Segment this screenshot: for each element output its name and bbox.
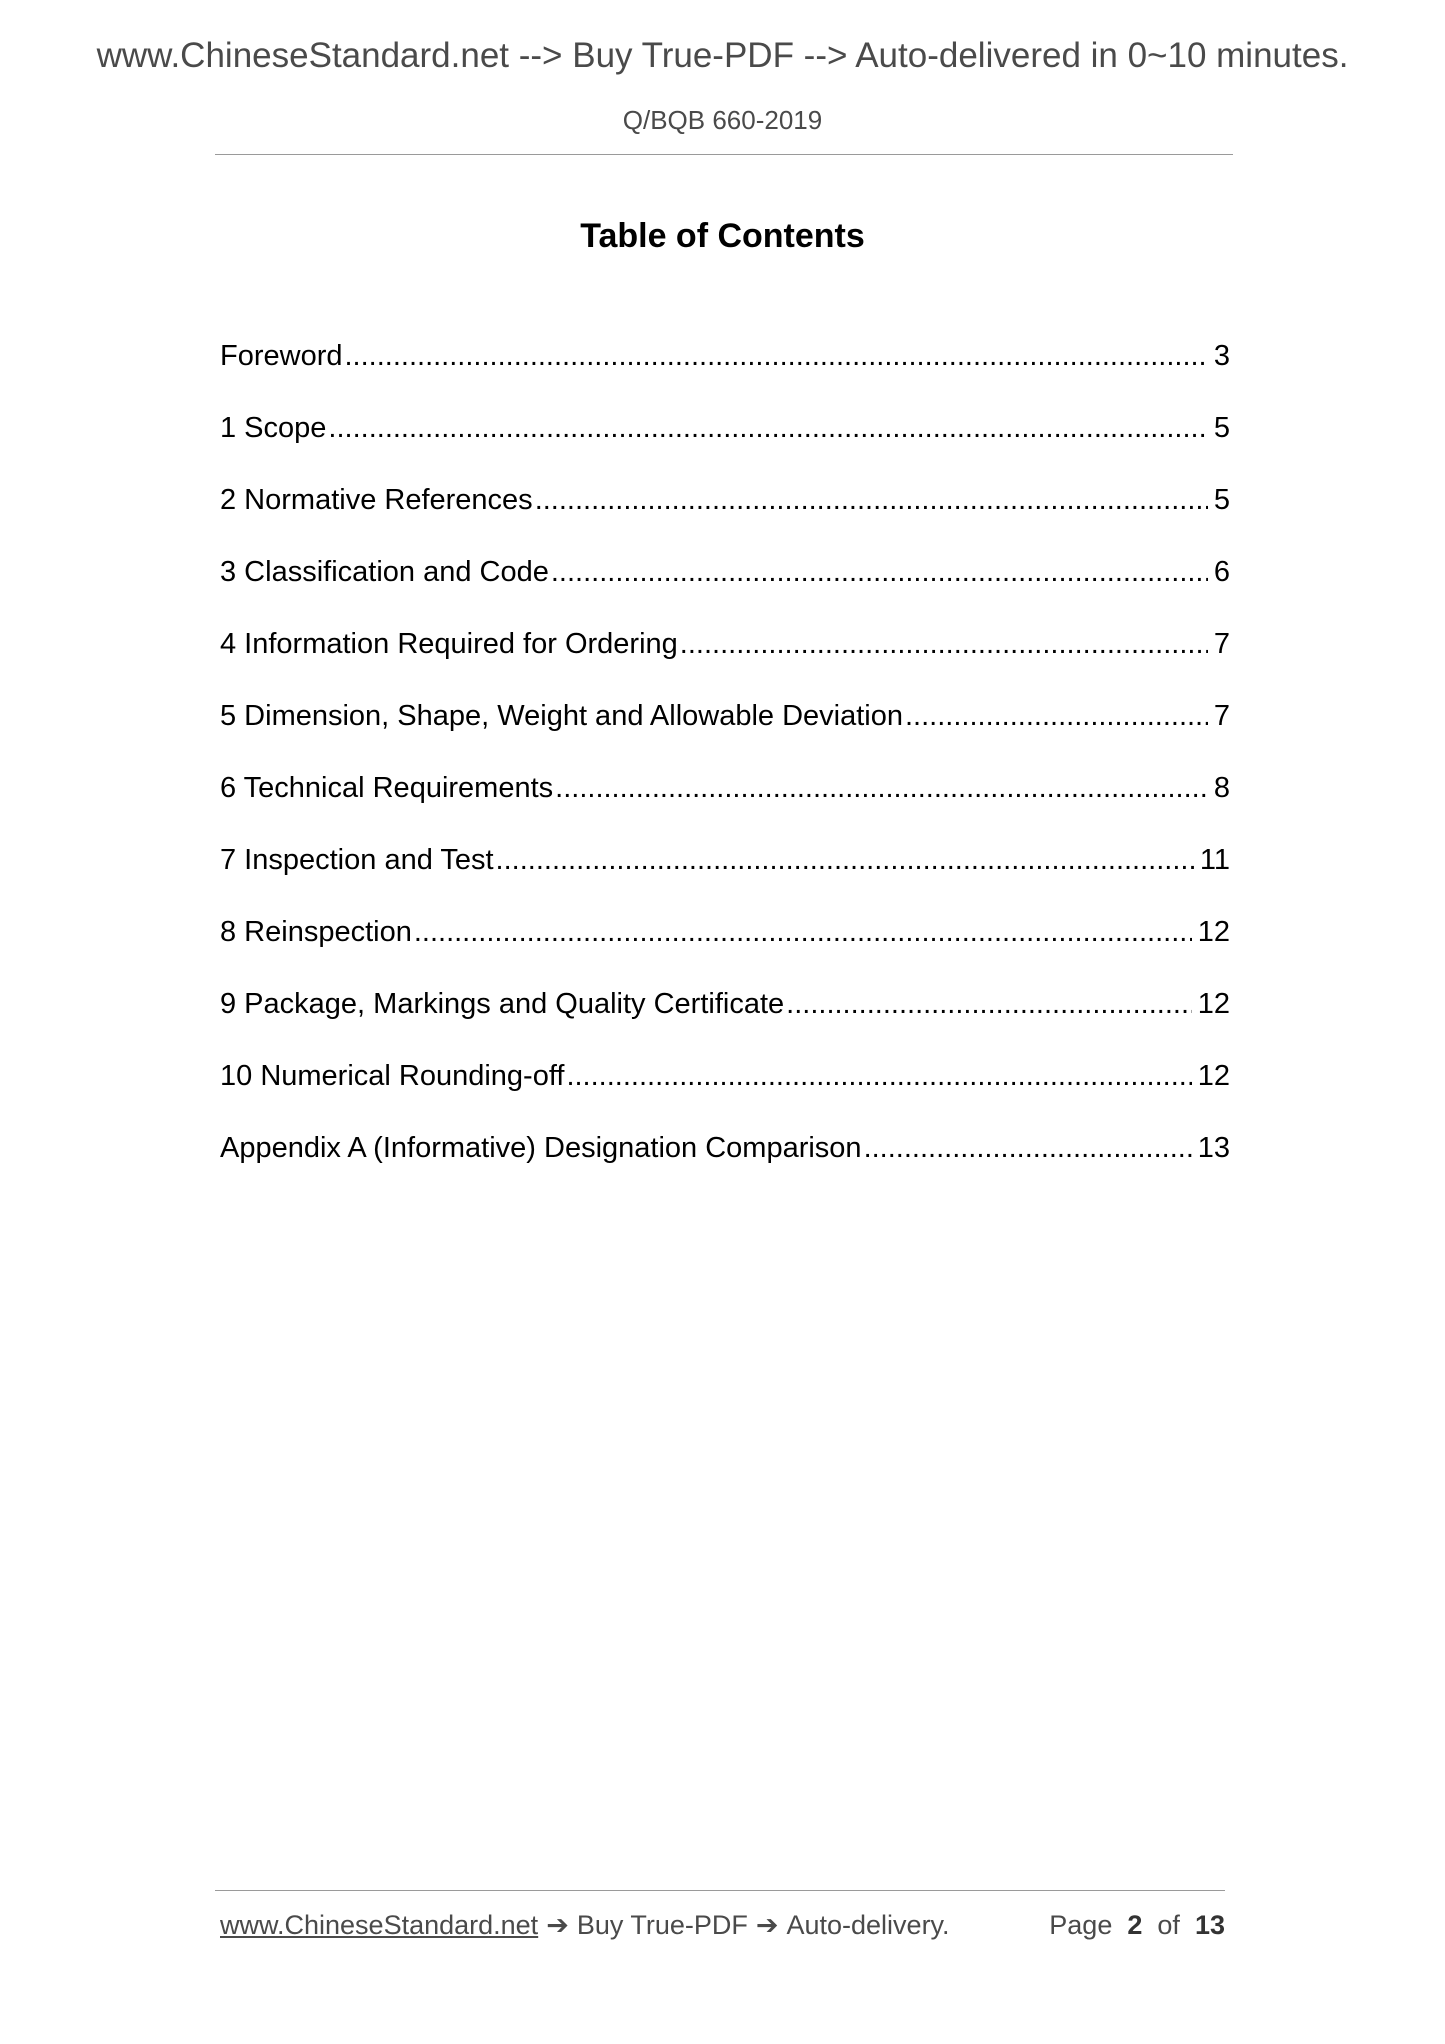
toc-dot-leader [328,410,1207,446]
footer-delivery-text: Auto-delivery. [786,1910,950,1940]
toc-dot-leader [555,770,1208,806]
footer-divider [215,1890,1225,1891]
toc-dot-leader [496,842,1194,878]
toc-entry-label: 10 Numerical Rounding-off [220,1060,565,1092]
toc-entry[interactable] [220,914,1230,986]
toc-entry-page: 7 [1213,628,1230,660]
toc-entry[interactable] [220,482,1230,554]
toc-entry-page: 8 [1213,772,1230,804]
header-divider [215,154,1233,155]
toc-entry[interactable] [220,1058,1230,1130]
toc-entry-label: 5 Dimension, Shape, Weight and Allowable Deviation [220,700,903,732]
toc-entry[interactable] [220,1130,1230,1202]
toc-list [220,338,1230,1202]
page-current: 2 [1127,1910,1143,1940]
toc-dot-leader [551,554,1208,590]
toc-entry-label: 8 Reinspection [220,916,412,948]
toc-entry[interactable] [220,770,1230,842]
toc-entry-page: 5 [1213,412,1230,444]
of-word: of [1157,1910,1180,1940]
toc-entry[interactable] [220,698,1230,770]
toc-entry-label: Foreword [220,340,343,372]
toc-dot-leader [905,698,1208,734]
toc-entry[interactable] [220,626,1230,698]
toc-dot-leader [786,986,1192,1022]
footer-left [220,1910,950,1941]
top-banner: www.ChineseStandard.net --> Buy True-PDF --> Auto-delivered in 0~10 minutes. [96,36,1349,75]
toc-entry-label: 4 Information Required for Ordering [220,628,678,660]
toc-entry-page: 12 [1197,1060,1230,1092]
toc-entry[interactable] [220,842,1230,914]
toc-entry-page: 12 [1197,988,1230,1020]
toc-entry-label: 1 Scope [220,412,327,444]
page-word: Page [1049,1910,1113,1940]
toc-dot-leader [535,482,1208,518]
toc-entry-page: 6 [1213,556,1230,588]
toc-entry-label: 7 Inspection and Test [220,844,494,876]
document-code: Q/BQB 660-2019 [622,105,823,135]
toc-entry-page: 11 [1199,844,1230,876]
toc-dot-leader [864,1130,1192,1166]
toc-entry-page: 5 [1213,484,1230,516]
toc-entry-page: 13 [1197,1132,1230,1164]
toc-dot-leader [414,914,1192,950]
toc-entry-page: 7 [1213,700,1230,732]
footer-site-link[interactable]: www.ChineseStandard.net [220,1910,539,1940]
toc-entry-label: 9 Package, Markings and Quality Certificate [220,988,785,1020]
toc-entry[interactable] [220,986,1230,1058]
toc-entry-page: 12 [1197,916,1230,948]
toc-dot-leader [345,338,1208,374]
toc-entry-label: 3 Classification and Code [220,556,549,588]
toc-entry-label: 2 Normative References [220,484,533,516]
right-arrow-icon: ➔ [546,1910,569,1940]
toc-entry-label: 6 Technical Requirements [220,772,554,804]
toc-entry-page: 3 [1213,340,1230,372]
right-arrow-icon: ➔ [755,1910,779,1940]
page-indicator [1049,1910,1225,1941]
toc-dot-leader [680,626,1208,662]
toc-entry-label: Appendix A (Informative) Designation Comparison [220,1132,862,1164]
toc-entry[interactable] [220,554,1230,626]
toc-entry[interactable] [220,338,1230,410]
toc-entry[interactable] [220,410,1230,482]
footer-buy-text: Buy True-PDF [576,1910,748,1940]
page-total: 13 [1194,1910,1225,1940]
toc-title: Table of Contents [580,217,865,255]
toc-dot-leader [566,1058,1191,1094]
